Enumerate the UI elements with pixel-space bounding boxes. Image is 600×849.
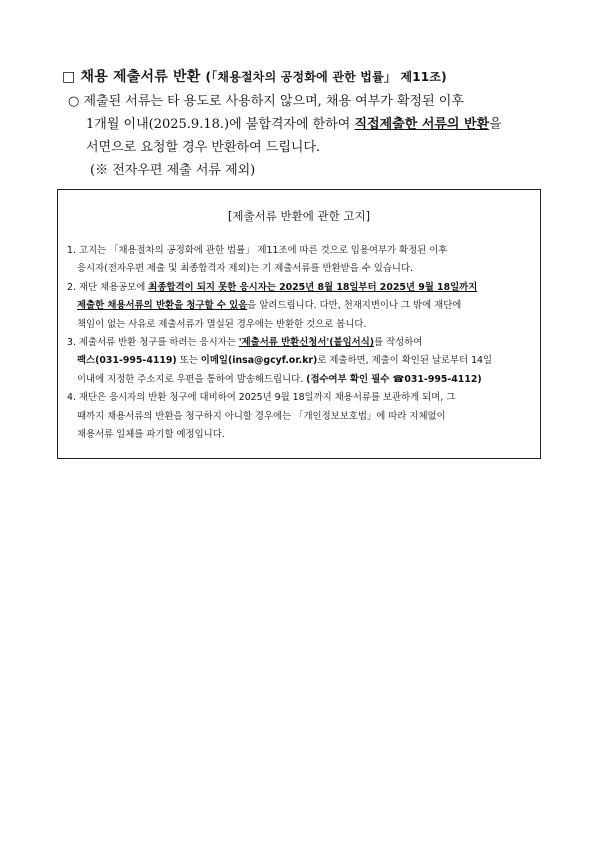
- section-title: 채용 제출서류 반환: [80, 69, 201, 85]
- notice-item-4-line-2: 때까지 채용서류의 반환을 청구하지 아니할 경우에는 「개인정보보호법」에 따라 지체없이: [77, 410, 446, 422]
- notice-item-3-prefix: 3. 제출서류 반환 청구를 하려는 응시자는: [67, 337, 239, 349]
- bullet-text-2: 1개월 이내(2025.9.18.)에 불합격자에 한하여: [86, 117, 355, 132]
- notice-item-1-line-1: 1. 고지는 「채용절차의 공정화에 관한 법률」 제11조에 따른 것으로 입용여부가 확정된 이후: [67, 245, 448, 256]
- phone-confirmation-note: (접수여부 확인 필수 ☎031-995-4112): [306, 373, 482, 385]
- bullet-line-1: [68, 90, 548, 113]
- notice-item-3-form-name: '제출서류 반환신청서'(붙임서식): [238, 337, 375, 349]
- notice-item-2-line-1: [67, 279, 535, 297]
- notice-item-1-line-2: 응시자(전자우편 제출 및 최종합격자 제외)는 기 제출서류를 반환받을 수 있습니다.: [77, 263, 413, 275]
- email-address: 이메일(insa@gcyf.or.kr): [200, 355, 318, 367]
- notice-body: [67, 242, 535, 444]
- notice-item-4-line-1: 4. 재단은 응시자의 반환 청구에 대비하여 2025년 9월 18일까지 채용서류를 보관하게 되며, 그: [67, 392, 456, 404]
- emphasis-direct-submission: 직접제출한 서류의 반환: [354, 117, 490, 132]
- bullet-line-3: 서면으로 요청할 경우 반환하여 드립니다.: [86, 140, 321, 155]
- notice-item-2-emphasis-2: 제출한 채용서류의 반환을 청구할 수 있음: [77, 300, 248, 312]
- notice-title: [제출서류 반환에 관한 고지]: [227, 209, 371, 223]
- circle-bullet-icon: ○: [68, 94, 80, 109]
- section-heading: [62, 66, 562, 86]
- checkbox-icon: □: [62, 69, 76, 85]
- notice-item-3-line-2: [67, 352, 535, 370]
- notice-item-2-prefix: 2. 재단 채용공모에: [67, 281, 149, 293]
- return-policy-paragraph: [68, 90, 548, 182]
- bullet-text-2-tail: 을: [489, 117, 502, 132]
- notice-item-2-line-2: [67, 297, 535, 315]
- notice-item-3-line-1: [67, 334, 535, 352]
- email-exclusion-note: (※ 전자우편 제출 서류 제외): [90, 163, 256, 178]
- notice-item-3-line-3: [67, 371, 535, 389]
- fax-number: 팩스(031-995-4119): [77, 355, 177, 367]
- notice-item-3-tail: 를 작성하여: [374, 337, 423, 349]
- notice-item-2-emphasis: 최종합격이 되지 못한 응시자는 2025년 8월 18일부터 2025년 9월 18일까지: [148, 281, 478, 293]
- law-reference: (「채용절차의 공정화에 관한 법률」 제11조): [205, 70, 447, 84]
- notice-item-2-tail: 을 알려드립니다. 다만, 천재지변이나 그 밖에 재단에: [247, 300, 462, 312]
- bullet-text-1: 제출된 서류는 타 용도로 사용하지 않으며, 채용 여부가 확정된 이후: [83, 94, 464, 109]
- notice-item-3-line-3-text: 이내에 지정한 주소지로 우편을 통하여 발송해드립니다.: [77, 373, 307, 385]
- notice-item-3-connector: 또는: [176, 355, 201, 367]
- notice-item-3-line-2-tail: 로 제출하면, 제출이 확인된 날로부터 14일: [317, 355, 493, 367]
- notice-box: [57, 189, 541, 459]
- bullet-line-2: [68, 113, 548, 136]
- notice-item-4-line-3: 채용서류 일체를 파기할 예정입니다.: [77, 429, 225, 441]
- notice-item-2-line-3: 책임이 없는 사유로 제출서류가 멸실된 경우에는 반환한 것으로 봅니다.: [77, 318, 367, 330]
